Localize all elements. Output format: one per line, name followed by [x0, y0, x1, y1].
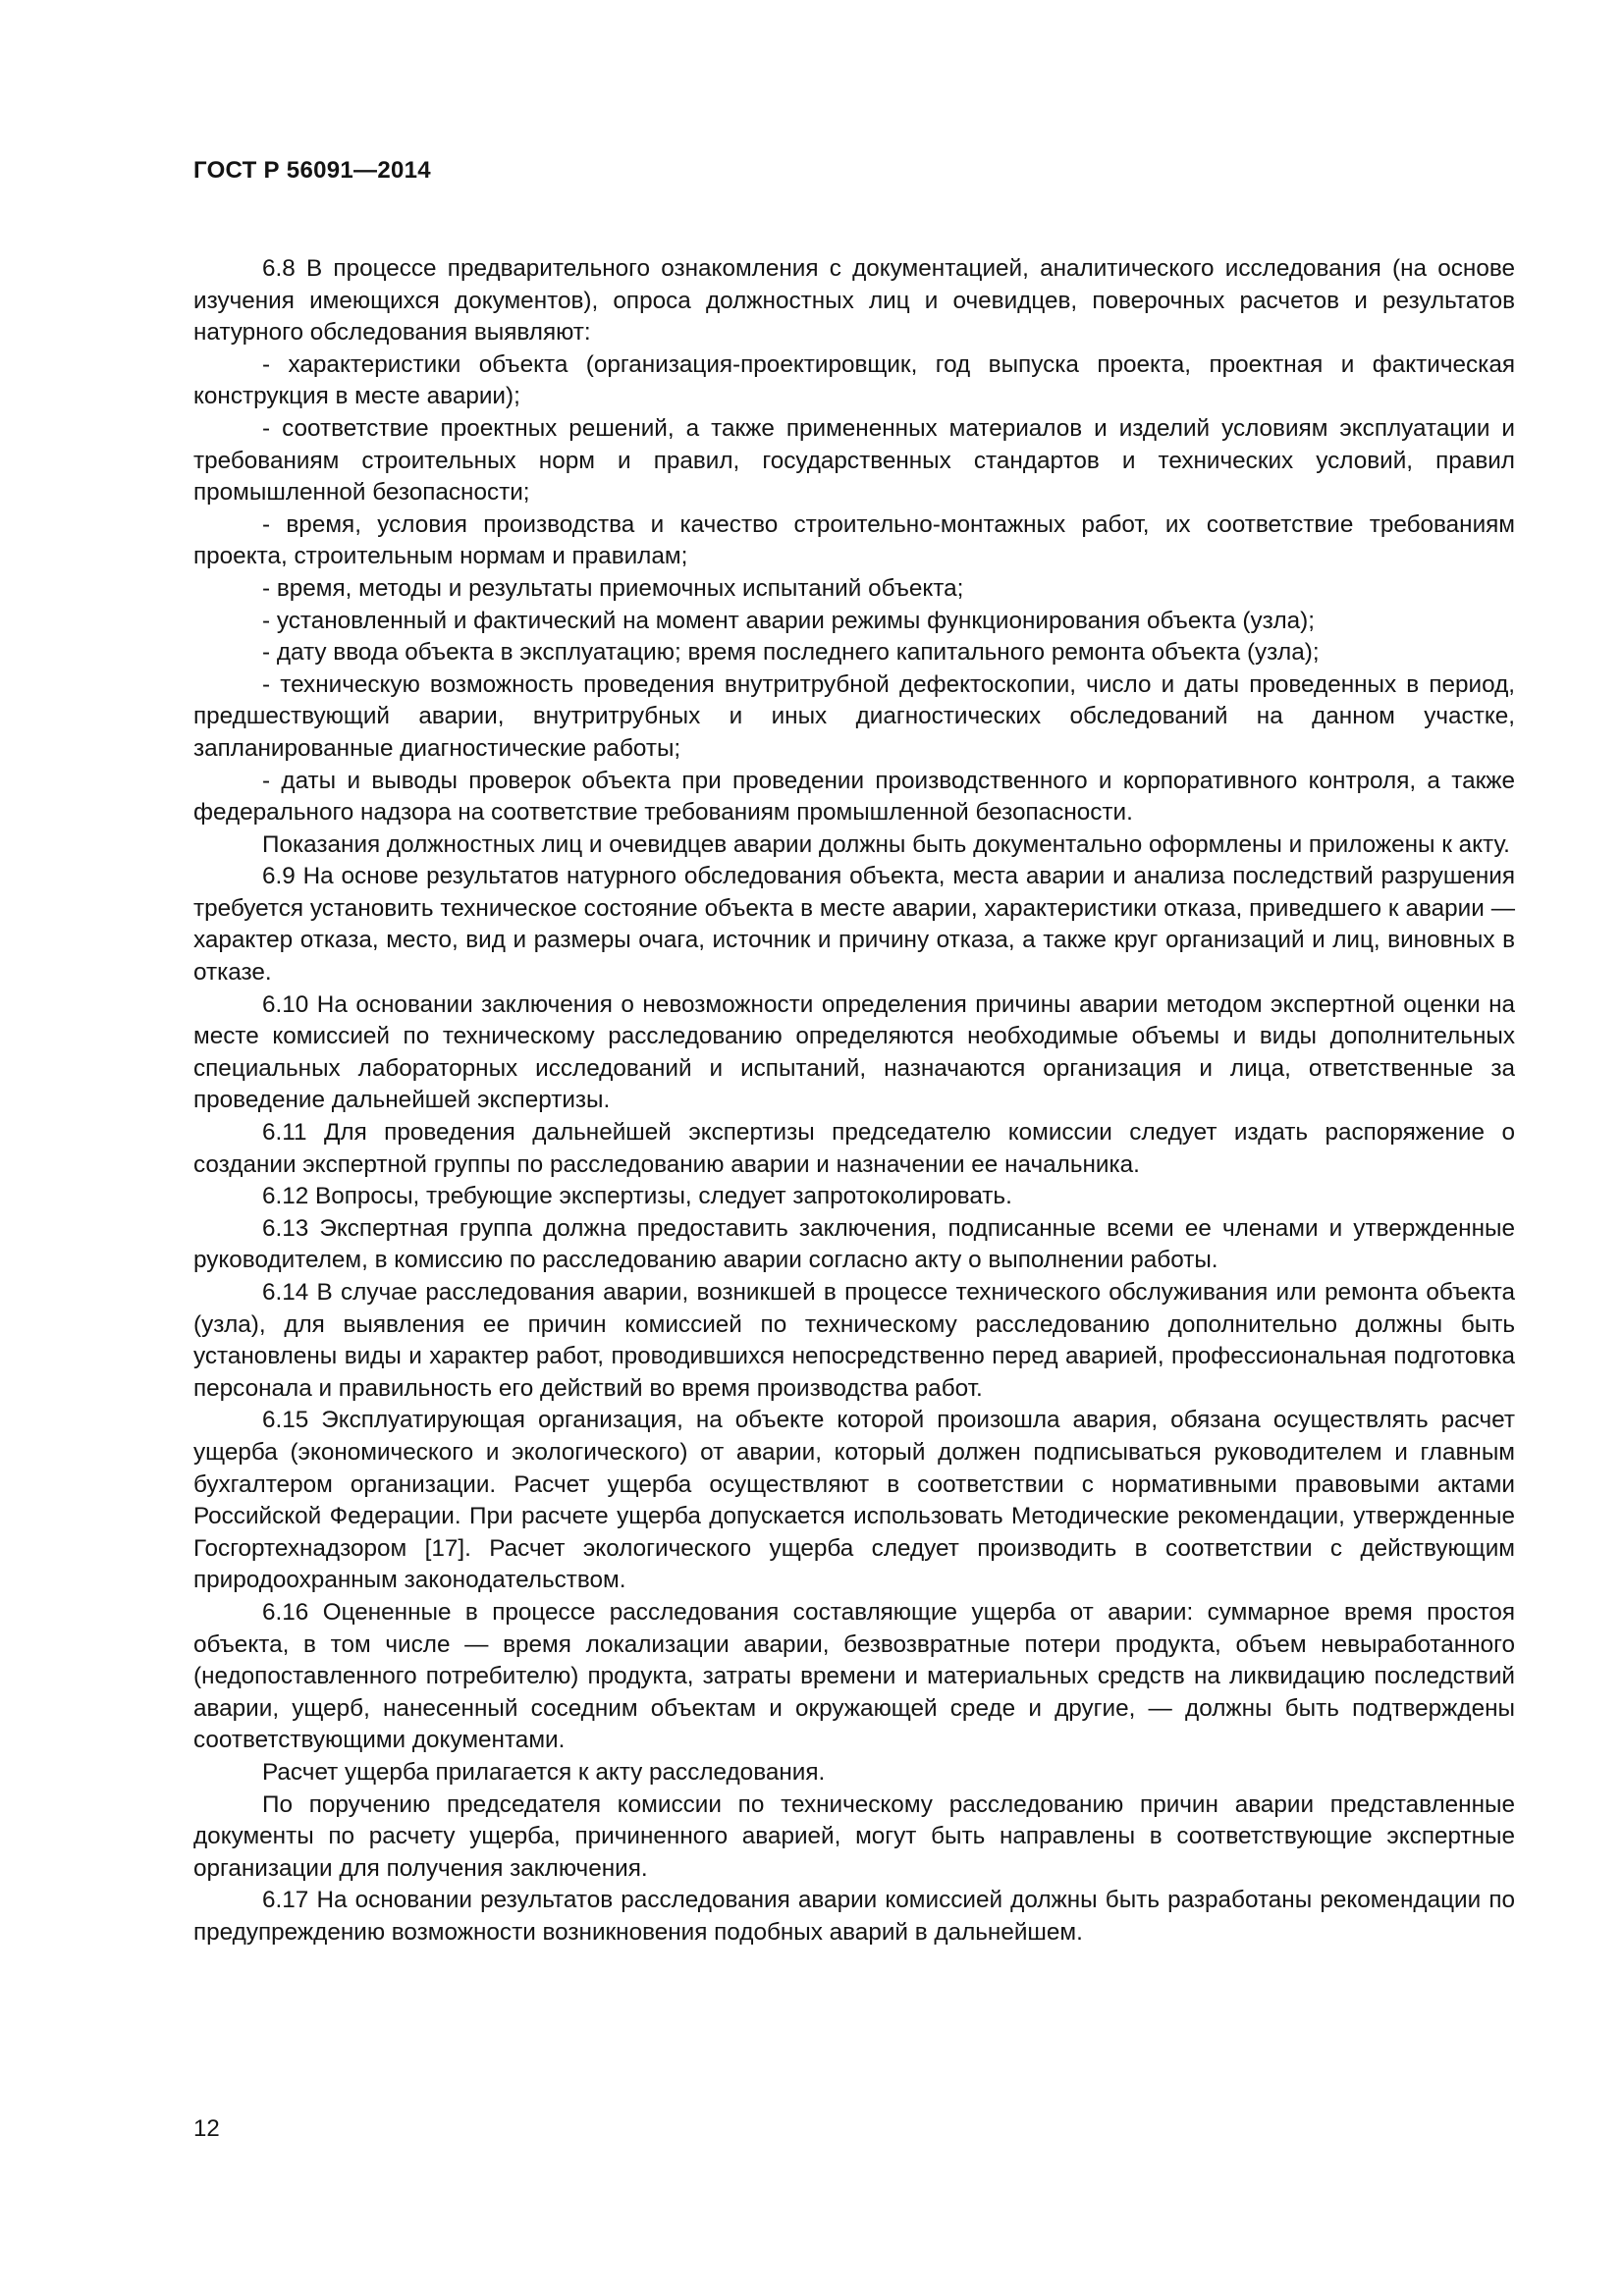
paragraph: По поручению председателя комиссии по техническому расследованию причин аварии представленные документы по расчету ущерба, причиненного аварией, могут быть направлены в соответствующие экспертные организации для получения заключения.	[193, 1790, 1515, 1882]
list-item: - время, методы и результаты приемочных испытаний объекта;	[262, 574, 964, 602]
list-item: - соответствие проектных решений, а также примененных материалов и изделий условиям эксплуатации и требованиям строительных норм и правил, государственных стандартов и технических условий, правил промышленной безопасности;	[193, 414, 1515, 507]
list-item: - даты и выводы проверок объекта при проведении производственного и корпоративного контроля, а также федерального надзора на соответствие требованиям промышленной безопасности.	[193, 767, 1515, 827]
page-number: 12	[193, 2115, 220, 2142]
paragraph-6-11: 6.11 Для проведения дальнейшей экспертизы председателю комиссии следует издать распоряжение о создании экспертной группы по расследованию аварии и назначении ее начальника.	[193, 1119, 1515, 1178]
paragraph-6-15: 6.15 Эксплуатирующая организация, на объекте которой произошла авария, обязана осуществлять расчет ущерба (экономического и экологического) от аварии, который должен подписываться руководителем и главным бухгалтером организации. Расчет ущерба осуществляют в соответствии с нормативными правовыми актами Российской Федерации. При расчете ущерба допускается использовать Методические рекомендации, утвержденные Госгортехнадзором [17]. Расчет экологического ущерба следует производить в соответствии с действующим природоохранным законодательством.	[193, 1407, 1515, 1594]
list-item: - характеристики объекта (организация-проектировщик, год выпуска проекта, проектная и фактическая конструкция в месте аварии);	[193, 350, 1515, 410]
paragraph-6-12: 6.12 Вопросы, требующие экспертизы, следует запротоколировать.	[262, 1183, 1012, 1210]
paragraph-6-14: 6.14 В случае расследования аварии, возникшей в процессе технического обслуживания или ремонта объекта (узла), для выявления ее причин комиссией по техническому расследованию дополнительно должны быть установлены виды и характер работ, проводившихся непосредственно перед аварией, профессиональная подготовка персонала и правильность его действий во время производства работ.	[193, 1279, 1515, 1402]
paragraph: Расчет ущерба прилагается к акту расследования.	[262, 1758, 826, 1786]
document-header: ГОСТ Р 56091—2014	[193, 157, 431, 184]
document-body	[193, 253, 1515, 1949]
list-item: - время, условия производства и качество строительно-монтажных работ, их соответствие требованиям проекта, строительным нормам и правилам;	[193, 510, 1515, 570]
paragraph-6-9: 6.9 На основе результатов натурного обследования объекта, места аварии и анализа последствий разрушения требуется установить техническое состояние объекта в месте аварии, характеристики отказа, приведшего к аварии — характер отказа, место, вид и размеры очага, источник и причину отказа, а также круг организаций и лиц, виновных в отказе.	[193, 863, 1515, 987]
paragraph: Показания должностных лиц и очевидцев аварии должны быть документально оформлены и приложены к акту.	[262, 830, 1510, 858]
paragraph-6-16: 6.16 Оцененные в процессе расследования составляющие ущерба от аварии: суммарное время простоя объекта, в том числе — время локализации аварии, безвозвратные потери продукта, объем невыработанного (недопоставленного потребителю) продукта, затраты времени и материальных средств на ликвидацию последствий аварии, ущерб, нанесенный соседним объектам и окружающей среде и другие, — должны быть подтверждены соответствующими документами.	[193, 1598, 1515, 1754]
list-item: - установленный и фактический на момент аварии режимы функционирования объекта (узла);	[262, 607, 1316, 634]
paragraph-6-13: 6.13 Экспертная группа должна предоставить заключения, подписанные всеми ее членами и утвержденные руководителем, в комиссию по расследованию аварии согласно акту о выполнении работы.	[193, 1214, 1515, 1274]
paragraph-6-8: 6.8 В процессе предварительного ознакомления с документацией, аналитического исследования (на основе изучения имеющихся документов), опроса должностных лиц и очевидцев, поверочных расчетов и результатов натурного обследования выявляют:	[193, 255, 1515, 347]
list-item: - дату ввода объекта в эксплуатацию; время последнего капитального ремонта объекта (узла);	[262, 639, 1320, 667]
paragraph-6-10: 6.10 На основании заключения о невозможности определения причины аварии методом экспертной оценки на месте комиссией по техническому расследованию определяются необходимые объемы и виды дополнительных специальных лабораторных исследований и испытаний, назначаются организация и лица, ответственные за проведение дальнейшей экспертизы.	[193, 990, 1515, 1114]
paragraph-6-17: 6.17 На основании результатов расследования аварии комиссией должны быть разработаны рекомендации по предупреждению возможности возникновения подобных аварий в дальнейшем.	[193, 1887, 1515, 1946]
list-item: - техническую возможность проведения внутритрубной дефектоскопии, число и даты проведенных в период, предшествующий аварии, внутритрубных и иных диагностических обследований на данном участке, запланированные диагностические работы;	[193, 670, 1515, 762]
